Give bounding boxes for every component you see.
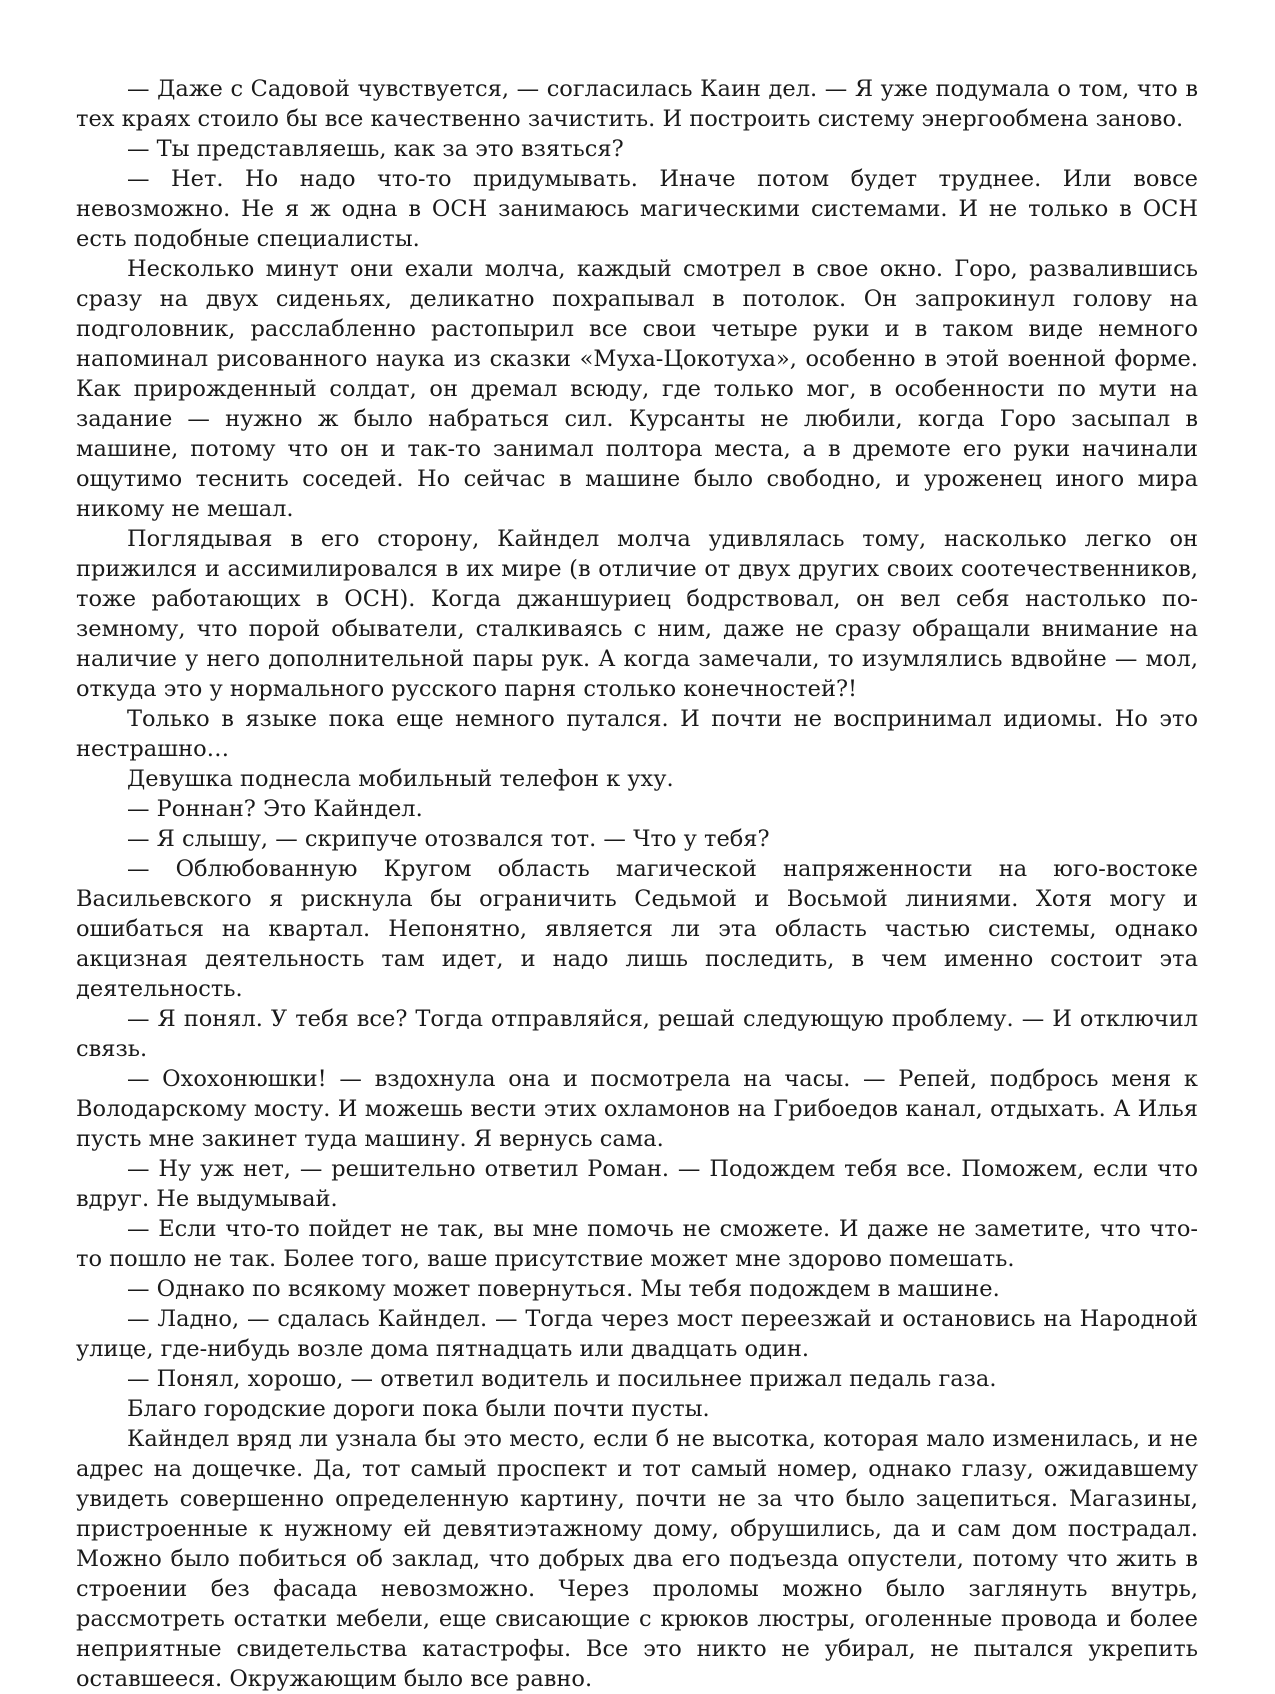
paragraph: Поглядывая в его сторону, Кайндел молча удивлялась тому, насколько легко он прижился и ассимилировался в их мире (в отличие от двух других своих соотечественников, тоже работающих в ОСН). Когда джаншуриец бодрствовал, он вел себя настолько по-земному, что порой обыватели, сталкиваясь с ним, даже не сразу обращали внимание на наличие у него дополнительной пары рук. А когда замечали, то изумлялись вдвойне — мол, откуда это у нормального русского парня столько конечностей?! — [76, 526, 1198, 702]
paragraph: — Облюбованную Кругом область магической напряженности на юго-востоке Васильевского я рискнула бы ограничить Седьмой и Восьмой линиями. Хотя могу и ошибаться на квартал. Непонятно, является ли эта область частью системы, однако акцизная деятельность там идет, и надо лишь последить, в чем именно состоит эта деятельность. — [76, 856, 1198, 1002]
paragraph: — Я слышу, — скрипуче отозвался тот. — Что у тебя? — [127, 826, 770, 852]
paragraph: — Я понял. У тебя все? Тогда отправляйся, решай следующую проблему. — И отключил связь. — [76, 1006, 1198, 1062]
paragraph: Девушка поднесла мобильный телефон к уху. — [127, 766, 674, 792]
paragraph: — Однако по всякому может повернуться. Мы тебя подождем в машине. — [127, 1276, 1000, 1302]
paragraph: — Ну уж нет, — решительно ответил Роман. — Подождем тебя все. Поможем, если что вдруг. Не выдумывай. — [76, 1156, 1198, 1212]
paragraph: — Если что-то пойдет не так, вы мне помочь не сможете. И даже не заметите, что что-то пошло не так. Более того, ваше присутствие может мне здорово помешать. — [76, 1216, 1198, 1272]
paragraph: Кайндел вряд ли узнала бы это место, если б не высотка, которая мало изменилась, и не адрес на дощечке. Да, тот самый проспект и тот самый номер, однако глазу, ожидавшему увидеть совершенно определенную картину, почти не за что было зацепиться. Магазины, пристроенные к нужному ей девятиэтажному дому, обрушились, да и сам дом пострадал. Можно было побиться об заклад, что добрых два его подъезда опустели, потому что жить в строении без фасада невозможно. Через проломы можно было заглянуть внутрь, рассмотреть остатки мебели, еще свисающие с крюков люстры, оголенные провода и более неприятные свидетельства катастрофы. Все это никто не убирал, не пытался укрепить оставшееся. Окружающим было все равно. — [76, 1426, 1198, 1692]
paragraph: Несколько минут они ехали молча, каждый смотрел в свое окно. Горо, развалившись сразу на двух сиденьях, деликатно похрапывал в потолок. Он запрокинул голову на подголовник, расслабленно растопырил все свои четыре руки и в таком виде немного напоминал рисованного наука из сказки «Муха-Цокотуха», особенно в этой военной форме. Как прирожденный солдат, он дремал всюду, где только мог, в особенности по мути на задание — нужно ж было набраться сил. Курсанты не любили, когда Горо засыпал в машине, потому что он и так-то занимал полтора места, а в дремоте его руки начинали ощутимо теснить соседей. Но сейчас в машине было свободно, и уроженец иного мира никому не мешал. — [76, 256, 1198, 522]
page-body — [76, 74, 1198, 1694]
paragraph: — Нет. Но надо что-то придумывать. Иначе потом будет труднее. Или вовсе невозможно. Не я ж одна в ОСН занимаюсь магическими системами. И не только в ОСН есть подобные специалисты. — [76, 166, 1198, 252]
paragraph: — Роннан? Это Кайндел. — [127, 796, 423, 822]
paragraph: — Понял, хорошо, — ответил водитель и посильнее прижал педаль газа. — [127, 1366, 997, 1392]
paragraph: Благо городские дороги пока были почти пусты. — [127, 1396, 710, 1422]
paragraph: — Даже с Садовой чувствуется, — согласилась Каин дел. — Я уже подумала о том, что в тех краях стоило бы все качественно зачистить. И построить систему энергообмена заново. — [76, 76, 1198, 132]
paragraph: — Ты представляешь, как за это взяться? — [127, 136, 624, 162]
paragraph: — Охохонюшки! — вздохнула она и посмотрела на часы. — Репей, подбрось меня к Володарскому мосту. И можешь вести этих охламонов на Грибоедов канал, отдыхать. А Илья пусть мне закинет туда машину. Я вернусь сама. — [76, 1066, 1198, 1152]
paragraph: Только в языке пока еще немного путался. И почти не воспринимал идиомы. Но это нестрашно… — [76, 706, 1198, 762]
paragraph: — Ладно, — сдалась Кайндел. — Тогда через мост переезжай и остановись на Народной улице, где-нибудь возле дома пятнадцать или двадцать один. — [76, 1306, 1198, 1362]
